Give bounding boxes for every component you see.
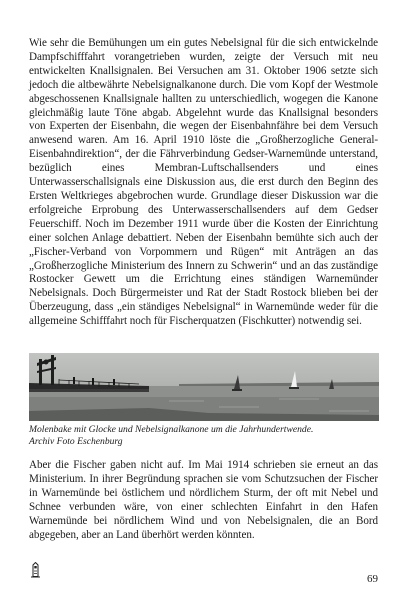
body-paragraph-1: Wie sehr die Bemühungen um ein gutes Nebelsignal für die sich entwickelnde Dampfschifffahrt vorangetrieben wurden, zeigte der Versuch mit neu entwickelten Knallsignalen. Bei Versuchen am 31. Oktober 1906 setzte sich jedoch die altbewährte Nebelsignalkanone durch. Die vom Kopf der Westmole abgeschossenen Knallsignale hallten zu unterschiedlich, wogegen die Kanone gleichmäßig laute Töne abgab. Abgelehnt wurde das Knallsignal besonders von Experten der Eisenbahn, die wegen der Eisenbahnfähre bei dem Versuch anwesend waren. Am 16. April 1910 löste die „Großherzogliche General-Eisenbahndirektion“, der die Fährverbindung Gedser-Warnemünde unterstand, bezüglich eines Membran-Luftschallsenders und eines Unterwasserschallsignals eine Diskussion aus, die erst durch den Beginn des Ersten Weltkrieges abgebrochen wurde. Grundlage dieser Diskussion war die erfolgreiche Erprobung des Unterwasserschallsenders auf dem Gedser Feuerschiff. Noch im Dezember 1911 wurde über die Kosten der Einrichtung einer solchen Anlage debattiert. Neben der Eisenbahn bemühte sich auch der „Fischer-Verband von Vorpommern und Rügen“ mit Anträgen an das „Großherzogliche Ministerium des Innern zu Schwerin“ und an das zuständige Rostocker Gewett um die Errichtung eines ständigen Warnemünder Nebelsignals. Doch Bürgermeister und Rat der Stadt Rostock blieben bei der Überzeugung, dass „ein ständiges Nebelsignal“ in Warnemünde weder für die allgemeine Schifffahrt noch für Fischerquatzen (Fischkutter) notwendig sei. xyxy=(29,37,378,328)
caption-text: Molenbake mit Glocke und Nebelsignalkanone um die Jahrhundertwende. xyxy=(29,424,314,435)
photo-illustration xyxy=(29,353,379,421)
lighthouse-emblem-icon xyxy=(30,562,41,578)
historic-photo xyxy=(29,353,379,421)
figure-caption xyxy=(29,424,379,448)
body-paragraph-2: Aber die Fischer gaben nicht auf. Im Mai 1914 schrieben sie erneut an das Ministerium. In ihrer Begründung sprachen sie vom Schutzsuchen der Fischer in Warnemünde bei östlichem und nördlichem Sturm, der oft mit Nebel und Schnee verbunden wäre, von einer schlechten Einfahrt in den Hafen Warnemünde bei nördlichem Wind und von Nebelsignalen, die an Bord abgegeben, aber an Land überhört werden könnten. xyxy=(29,459,378,541)
page-number: 69 xyxy=(367,573,378,585)
caption-credit: Archiv Foto Eschenburg xyxy=(29,435,123,447)
